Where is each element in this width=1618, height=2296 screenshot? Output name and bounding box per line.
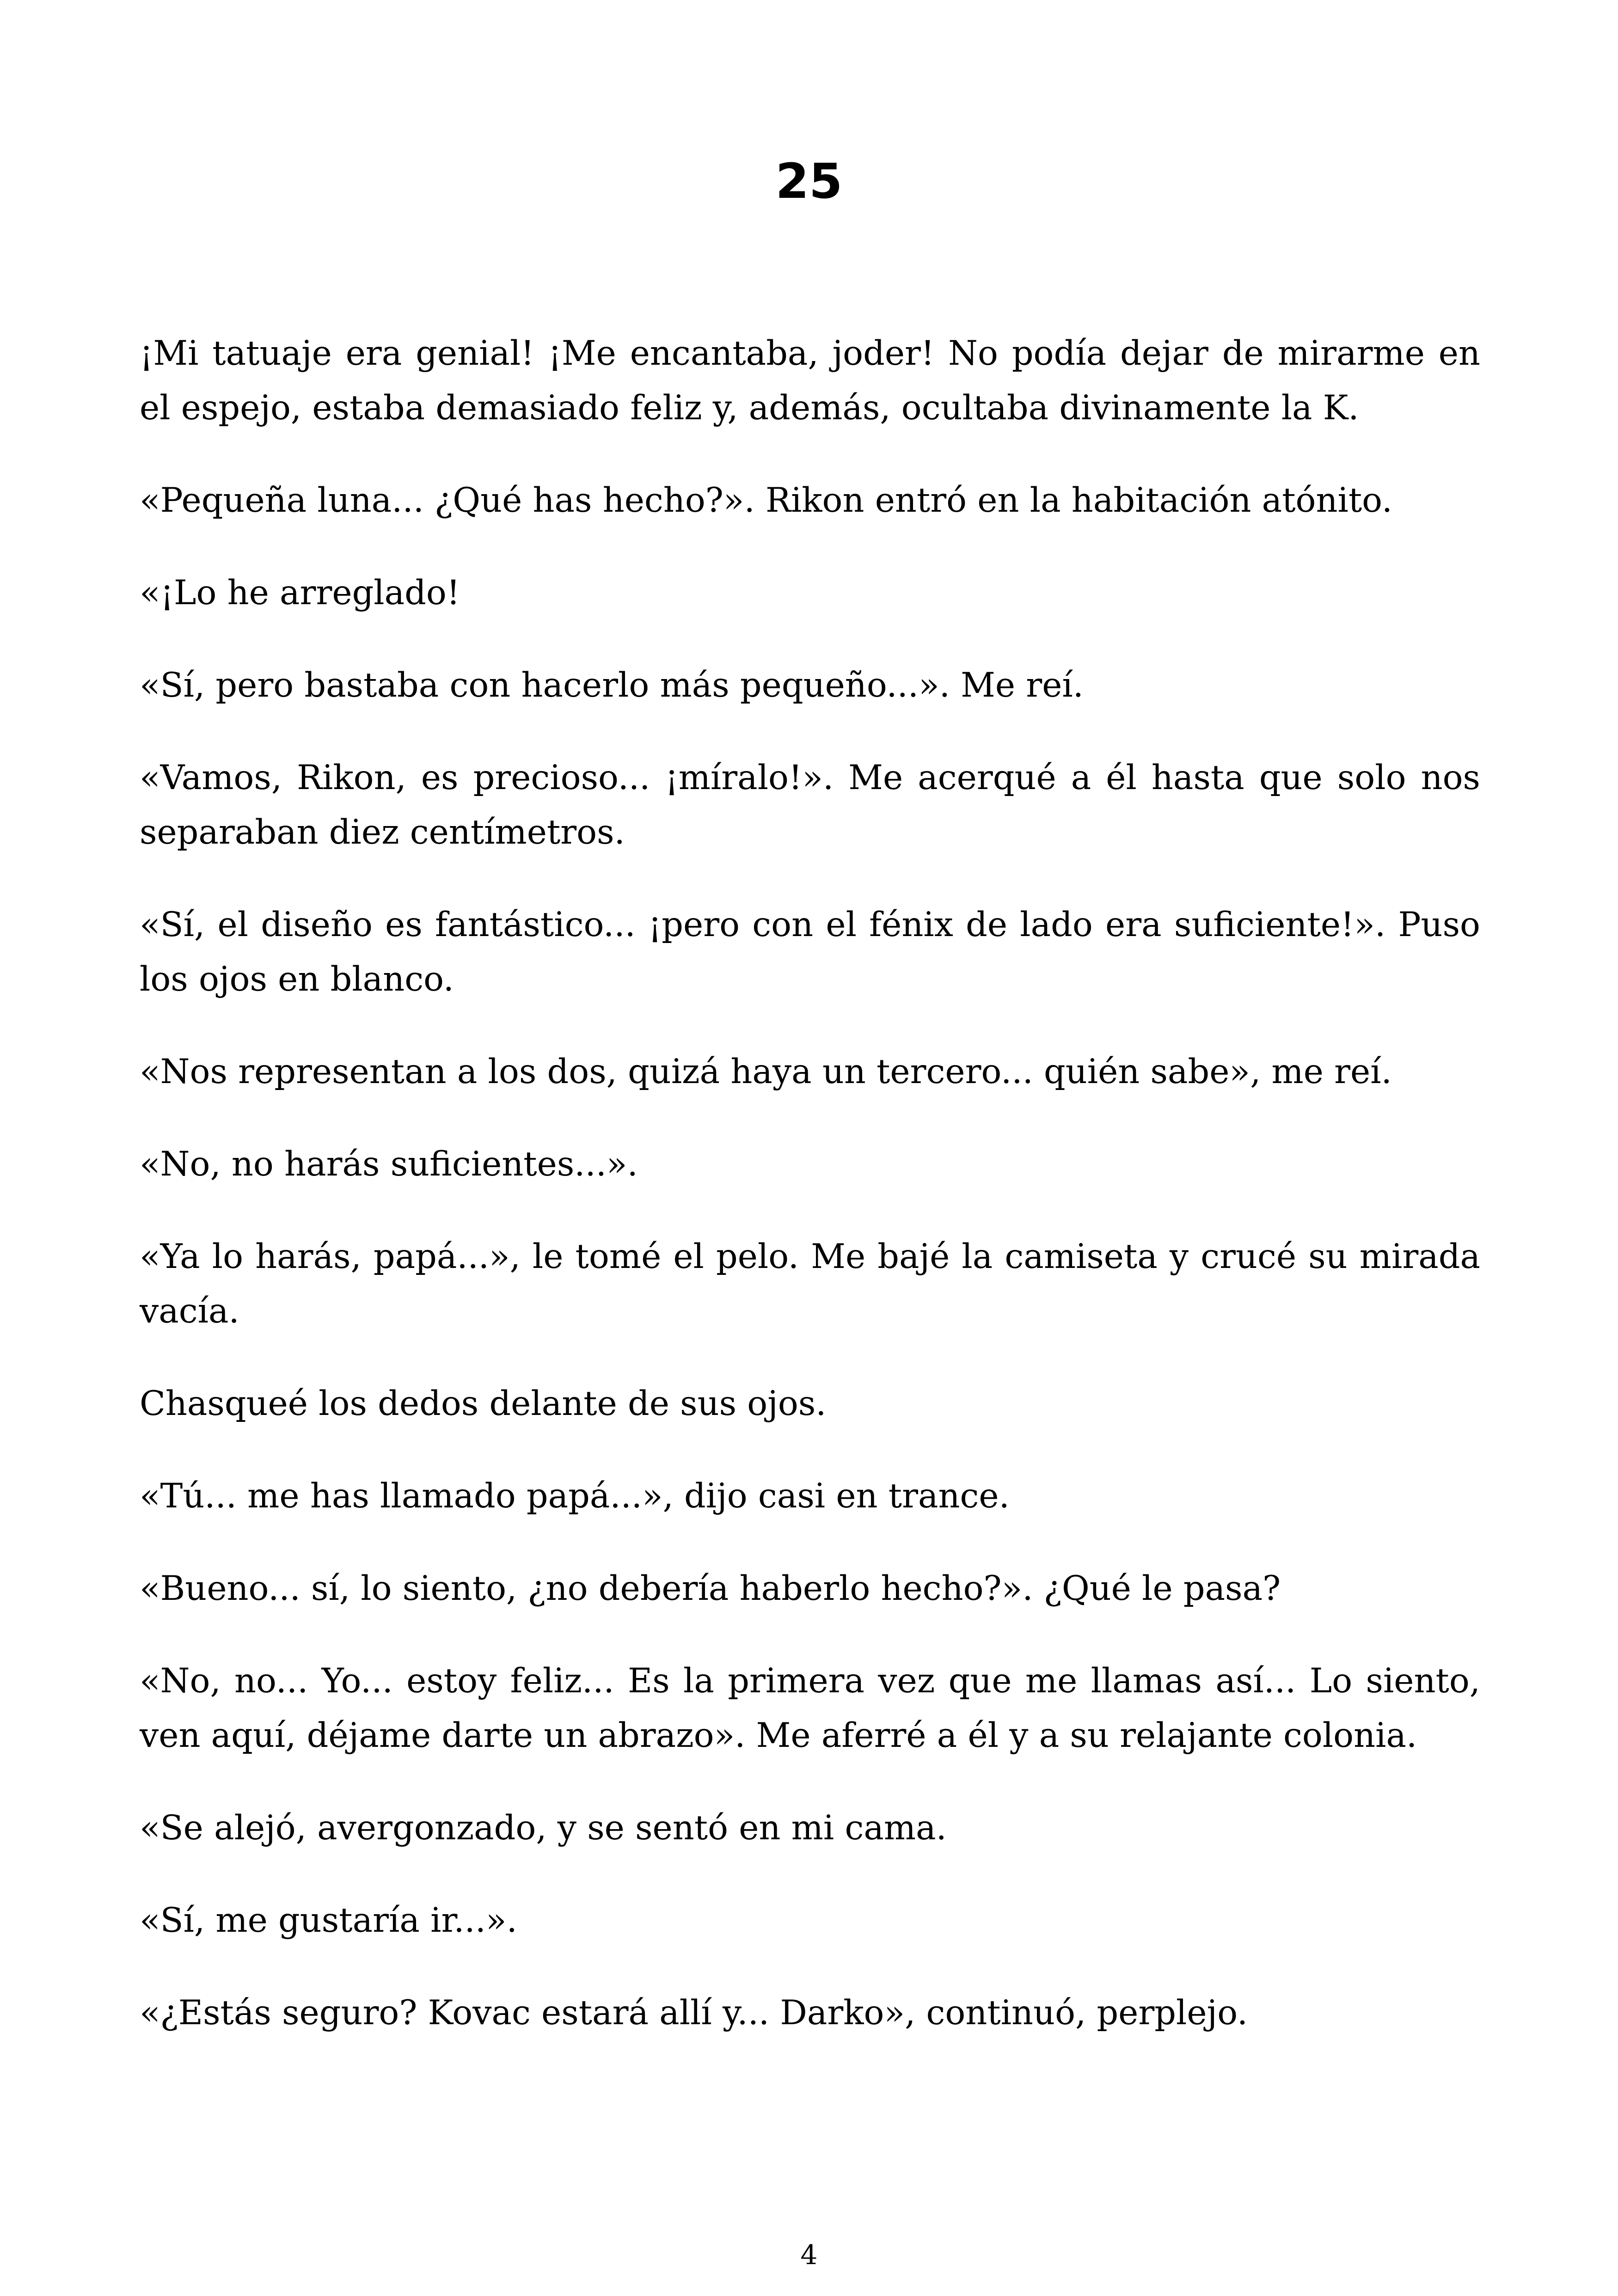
page-number: 4 — [800, 2239, 818, 2271]
paragraph: «Se alejó, avergonzado, y se sentó en mi cama. — [140, 1808, 947, 1848]
paragraph: «No, no harás suficientes...». — [140, 1145, 638, 1184]
chapter-text — [140, 326, 1480, 2078]
chapter-number: 25 — [775, 153, 843, 209]
paragraph: «Nos representan a los dos, quizá haya un tercero... quién sabe», me reí. — [140, 1052, 1392, 1091]
paragraph: «No, no... Yo... estoy feliz... Es la primera vez que me llamas así... Lo siento, ven aquí, déjame darte un abrazo». Me aferré a él y a su relajante colonia. — [140, 1661, 1480, 1755]
paragraph: «¡Lo he arreglado! — [140, 573, 460, 612]
paragraph: Chasqueé los dedos delante de sus ojos. — [140, 1384, 827, 1423]
paragraph: «Sí, me gustaría ir...». — [140, 1901, 517, 1940]
paragraph: «Ya lo harás, papá...», le tomé el pelo. Me bajé la camiseta y crucé su mirada vacía. — [140, 1237, 1480, 1331]
paragraph: «Vamos, Rikon, es precioso... ¡míralo!». Me acerqué a él hasta que solo nos separaban diez centímetros. — [140, 758, 1480, 852]
paragraph: ¡Mi tatuaje era genial! ¡Me encantaba, joder! No podía dejar de mirarme en el espejo, estaba demasiado feliz y, además, ocultaba divinamente la K. — [140, 334, 1480, 428]
paragraph: «Pequeña luna... ¿Qué has hecho?». Rikon entró en la habitación atónito. — [140, 481, 1393, 520]
paragraph: «Sí, el diseño es fantástico... ¡pero con el fénix de lado era suficiente!». Puso los ojos en blanco. — [140, 905, 1480, 999]
paragraph: «¿Estás seguro? Kovac estará allí y... Darko», continuó, perplejo. — [140, 1993, 1248, 2033]
paragraph: «Tú... me has llamado papá...», dijo casi en trance. — [140, 1476, 1010, 1516]
paragraph: «Bueno... sí, lo siento, ¿no debería haberlo hecho?». ¿Qué le pasa? — [140, 1569, 1281, 1608]
paragraph: «Sí, pero bastaba con hacerlo más pequeño...». Me reí. — [140, 666, 1084, 705]
